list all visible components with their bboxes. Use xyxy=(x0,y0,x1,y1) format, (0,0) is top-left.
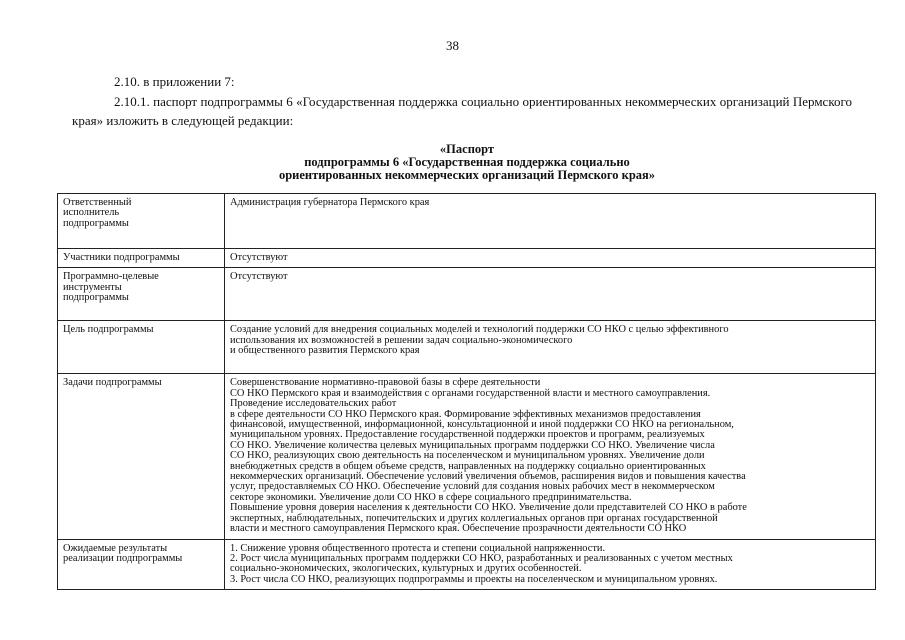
row-value-line: и общественного развития Пермского края xyxy=(230,345,420,357)
row-label-line: реализации подпрограммы xyxy=(63,552,183,564)
row-value-line: Проведение исследовательских работ xyxy=(230,398,397,410)
heading-line: ориентированных некоммерческих организаций Пермского края» xyxy=(278,168,656,182)
heading-line: «Паспорт xyxy=(439,142,495,156)
row-value-line: социально-экономических, экологических, культурных и других особенностей. xyxy=(230,563,582,575)
intro-paragraph-1: 2.10. в приложении 7: xyxy=(114,74,235,89)
passport-heading xyxy=(72,143,862,182)
row-value-line: секторе экономики. Увеличение доли СО НКО в сфере социального предпринимательства. xyxy=(230,491,632,503)
row-value-cell xyxy=(225,321,876,374)
row-value-line: экспертных, наблюдательных, попечительских и других коллегиальных органов при органах государственной xyxy=(230,512,718,524)
row-label-line: исполнитель xyxy=(63,207,120,219)
row-label-line: Ожидаемые результаты xyxy=(63,542,168,554)
row-label-cell xyxy=(58,321,225,374)
row-value-line: некоммерческих организаций. Обеспечение условий увеличения объемов, расширения видов и повышения качества xyxy=(230,471,746,483)
row-value-line: финансовой, имущественной, информационной, консультационной и иной поддержки СО НКО на региональном, xyxy=(230,419,734,431)
row-value-line: СО НКО, реализующих свою деятельность на поселенческом и муниципальном уровнях. Увеличение доли xyxy=(230,450,705,462)
row-value-line: Повышение уровня доверия населения к деятельности СО НКО. Увеличение доли представителей СО НКО в работе xyxy=(230,502,747,514)
row-label-cell xyxy=(58,539,225,590)
table-row xyxy=(58,268,876,321)
table-row xyxy=(58,194,876,249)
row-value-line: Отсутствуют xyxy=(230,271,288,283)
row-value-line: 2. Рост числа муниципальных программ поддержки СО НКО, разработанных и реализованных с учетом местных xyxy=(230,552,733,564)
row-value-cell xyxy=(225,194,876,249)
row-value-line: СО НКО. Увеличение количества целевых муниципальных программ поддержки СО НКО. Увеличение числа xyxy=(230,439,715,451)
row-label-line: подпрограммы xyxy=(63,217,129,229)
row-label-cell xyxy=(58,249,225,268)
row-value-cell xyxy=(225,249,876,268)
heading-line: подпрограммы 6 «Государственная поддержка социально xyxy=(304,155,630,169)
row-value-line: Создание условий для внедрения социальных моделей и технологий поддержки СО НКО с целью эффективного xyxy=(230,324,729,336)
passport-table xyxy=(57,193,876,590)
row-value-line: услуг, предоставляемых СО НКО. Обеспечение условий для создания новых рабочих мест в некоммерческом xyxy=(230,481,715,493)
row-label-cell xyxy=(58,268,225,321)
row-label-cell xyxy=(58,374,225,539)
row-value-line: Администрация губернатора Пермского края xyxy=(230,197,430,208)
row-label-line: Задачи подпрограммы xyxy=(63,377,162,389)
row-value-cell xyxy=(225,374,876,539)
row-value-line: в сфере деятельности СО НКО Пермского края. Формирование эффективных механизмов предоставления xyxy=(230,408,701,420)
row-label-cell xyxy=(58,194,225,249)
table-row xyxy=(58,539,876,590)
row-value-line: Отсутствуют xyxy=(230,252,288,263)
row-value-line: внебюджетных средств в общем объеме средств, направленных на поддержку социально ориентированных xyxy=(230,460,706,472)
intro-paragraph-2: 2.10.1. паспорт подпрограммы 6 «Государственная поддержка социально ориентированных некоммерческих организаций Пермского края» изложить в следующей редакции: xyxy=(72,94,852,128)
row-value-line: власти и местного самоуправления Пермского края. Обеспечение прозрачности деятельности СО НКО xyxy=(230,523,687,535)
row-label-line: Участники подпрограммы xyxy=(63,252,180,263)
table-row xyxy=(58,374,876,539)
row-label-line: инструменты xyxy=(63,281,122,293)
row-label-line: Ответственный xyxy=(63,197,132,208)
passport-table-body xyxy=(58,194,876,590)
row-label-line: Программно-целевые xyxy=(63,271,159,283)
row-value-line: 3. Рост числа СО НКО, реализующих подпрограммы и проекты на поселенческом и муниципальном уровнях. xyxy=(230,573,718,585)
page-number: 38 xyxy=(446,38,459,53)
row-value-line: 1. Снижение уровня общественного протеста и степени социальной напряженности. xyxy=(230,542,606,554)
row-label-line: Цель подпрограммы xyxy=(63,324,154,336)
row-value-cell xyxy=(225,539,876,590)
table-row xyxy=(58,321,876,374)
row-value-line: использования их возможностей в решении задач социально-экономического xyxy=(230,334,573,346)
row-value-cell xyxy=(225,268,876,321)
row-label-line: подпрограммы xyxy=(63,292,129,304)
row-value-line: СО НКО Пермского края и взаимодействия с органами государственной власти и местного самоуправления. xyxy=(230,387,711,399)
row-value-line: муниципальном уровнях. Предоставление государственной поддержки проектов и программ, реализуемых xyxy=(230,429,705,441)
table-row xyxy=(58,249,876,268)
row-value-line: Совершенствование нормативно-правовой базы в сфере деятельности xyxy=(230,377,541,389)
